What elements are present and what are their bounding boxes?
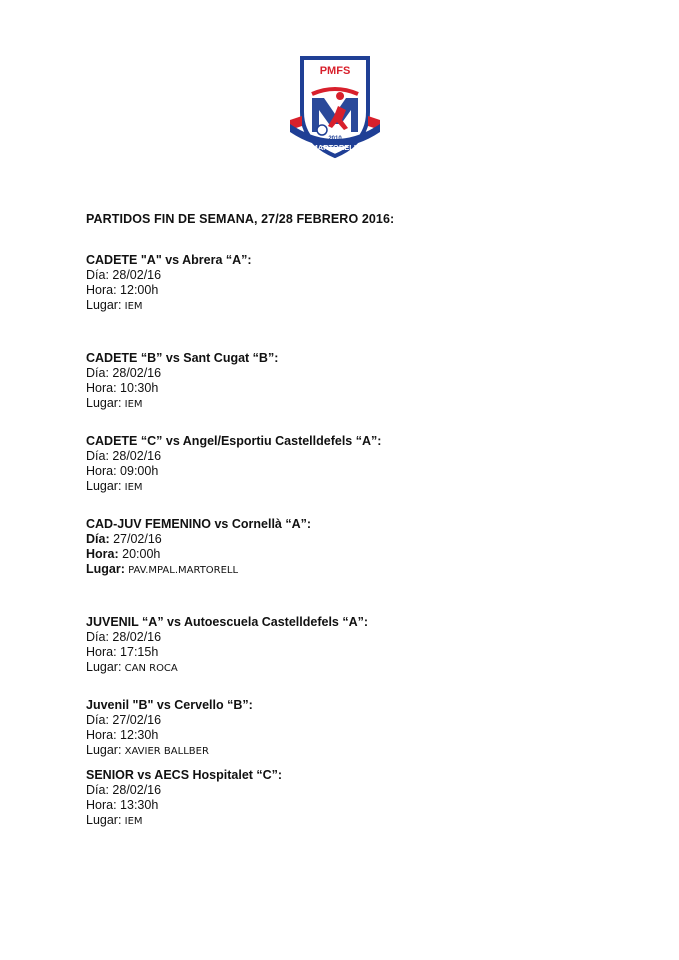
time-value: 12:00h — [116, 283, 159, 297]
day-label: Día: — [86, 783, 109, 797]
match-cadete-c — [86, 434, 381, 495]
place-label: Lugar: — [86, 298, 122, 312]
place-value: IEM — [121, 399, 143, 410]
match-title: Juvenil "B" vs Cervello “B”: — [86, 698, 253, 712]
time-label: Hora: — [86, 381, 117, 395]
match-senior — [86, 768, 282, 829]
day-value: 28/02/16 — [108, 449, 162, 463]
place-value: CAN ROCA — [121, 663, 178, 674]
day-value: 28/02/16 — [108, 366, 162, 380]
day-value: 27/02/16 — [108, 713, 162, 727]
time-value: 09:00h — [116, 464, 159, 478]
day-label: Día: — [86, 713, 109, 727]
day-label: Día: — [86, 268, 109, 282]
place-label: Lugar: — [86, 479, 122, 493]
place-label: Lugar: — [86, 396, 122, 410]
time-label: Hora: — [86, 645, 117, 659]
match-cadete-a — [86, 253, 252, 314]
day-value: 28/02/16 — [108, 783, 162, 797]
time-label: Hora: — [86, 547, 119, 561]
place-value: XAVIER BALLBER — [121, 746, 209, 757]
day-label: Día: — [86, 532, 110, 546]
ball-icon — [317, 125, 327, 135]
day-label: Día: — [86, 366, 109, 380]
place-label: Lugar: — [86, 660, 122, 674]
time-label: Hora: — [86, 283, 117, 297]
match-title: JUVENIL “A” vs Autoescuela Castelldefels “A”: — [86, 615, 369, 629]
match-title: CADETE “C” vs Angel/Esportiu Castelldefels “A”: — [86, 434, 382, 448]
time-value: 17:15h — [116, 645, 159, 659]
day-value: 28/02/16 — [108, 268, 162, 282]
place-value: IEM — [121, 301, 143, 312]
match-title: SENIOR vs AECS Hospitalet “C”: — [86, 768, 283, 782]
place-value: IEM — [121, 816, 143, 827]
time-value: 10:30h — [116, 381, 159, 395]
place-label: Lugar: — [86, 562, 125, 576]
place-value: PAV.MPAL.MARTORELL — [124, 565, 239, 576]
match-cad-juv-femenino — [86, 517, 311, 578]
day-value: 28/02/16 — [108, 630, 162, 644]
match-juvenil-a — [86, 615, 368, 676]
time-value: 13:30h — [116, 798, 159, 812]
day-label: Día: — [86, 630, 109, 644]
time-label: Hora: — [86, 798, 117, 812]
page-title: PARTIDOS FIN DE SEMANA, 27/28 FEBRERO 2016: — [86, 212, 395, 226]
match-title: CADETE “B” vs Sant Cugat “B”: — [86, 351, 279, 365]
pmfs-martorell-logo — [288, 54, 382, 160]
time-label: Hora: — [86, 728, 117, 742]
svg-text:2010: 2010 — [328, 136, 342, 142]
svg-text:PMFS: PMFS — [319, 65, 351, 77]
time-value: 20:00h — [118, 547, 161, 561]
day-value: 27/02/16 — [109, 532, 162, 546]
place-value: IEM — [121, 482, 143, 493]
place-label: Lugar: — [86, 813, 122, 827]
match-cadete-b — [86, 351, 278, 412]
svg-text:MARTORELL: MARTORELL — [311, 143, 359, 152]
time-value: 12:30h — [116, 728, 159, 742]
place-label: Lugar: — [86, 743, 122, 757]
time-label: Hora: — [86, 464, 117, 478]
match-title: CAD-JUV FEMENINO vs Cornellà “A”: — [86, 517, 312, 531]
match-title: CADETE "A" vs Abrera “A”: — [86, 253, 252, 267]
match-juvenil-b — [86, 698, 253, 759]
day-label: Día: — [86, 449, 109, 463]
